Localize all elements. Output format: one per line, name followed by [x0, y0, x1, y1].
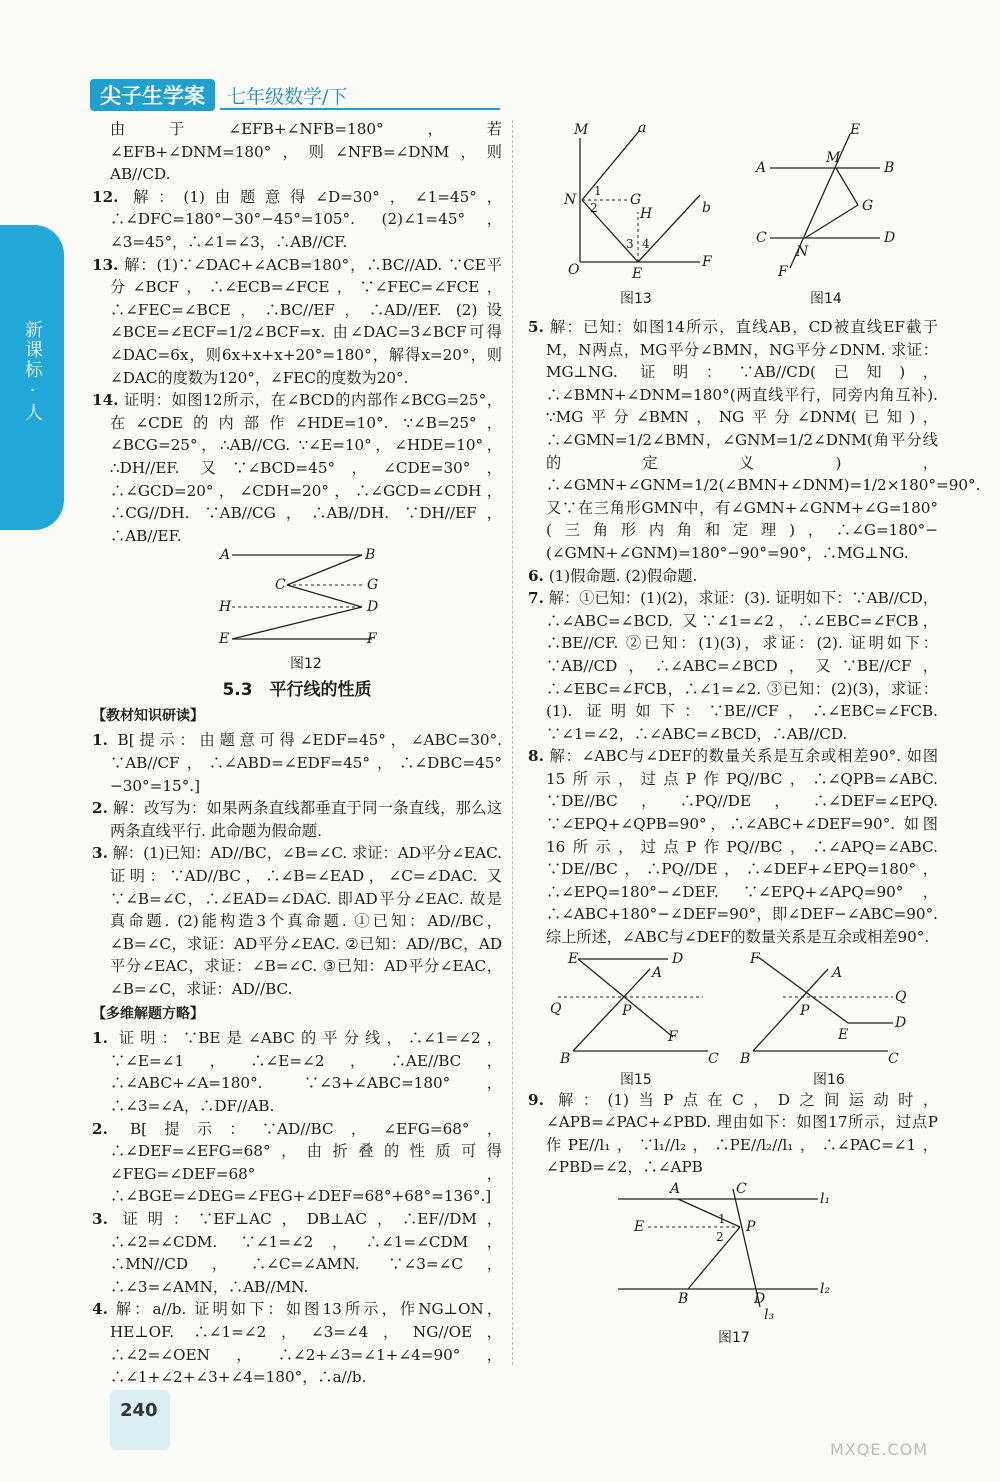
figure-15-caption: 图15 [620, 1071, 652, 1088]
svg-text:A: A [652, 964, 663, 981]
figure-12-caption: 图12 [290, 656, 322, 673]
right-column [528, 316, 981, 1349]
figure-15-16-diagram [528, 949, 938, 1067]
svg-text:a: a [638, 120, 647, 136]
subsection-heading: 【多维解题方略】 [92, 1005, 204, 1022]
answer-a1 [92, 729, 502, 797]
left-column [92, 118, 502, 1389]
answer-8 [528, 745, 938, 948]
svg-text:E: E [838, 1026, 849, 1043]
svg-text:D: D [367, 599, 379, 616]
page-header [90, 80, 347, 110]
figure-17-diagram [528, 1179, 938, 1327]
answer-text: 证明：如图12所示，在∠BCD的内部作∠BCG=25°，在∠CDE的内部作∠HDE=10°. ∵∠B=25°，∠BCG=25°，∴AB//CG. ∵∠E=10°，∠HDE=10°，∴DH//EF. 又∵∠BCD=45°，∠CDE=30°，∴∠GCD=20°，∠CDH=20°，∴∠GCD=∠CDH，∴CG//DH. ∵AB//CG，∴AB//DH. ∵DH//EF，∴AB//EF. [110, 391, 503, 545]
answer-text: 解：(1)已知：AD//BC，∠B=∠C. 求证：AD平分∠EAC. 证明：∵AD//BC，∴∠B=∠EAD，∠C=∠DAC. 又∵∠B=∠C，∴∠EAD=∠DAC. 即AD平分∠EAC. 故是真命题. (2)能构造3个真命题. ①已知：AD//BC，∠B=∠C，求证：AD平分∠EAC. ②已知：AD//BC，AD平分∠EAC，求证：∠B=∠C. ③已知：AD平分∠EAC，∠B=∠C，求证：AD//BC. [110, 844, 503, 998]
svg-text:B: B [740, 1050, 751, 1067]
svg-text:H: H [219, 599, 232, 616]
svg-text:D: D [754, 1291, 766, 1307]
answer-text: 解：①已知：(1)(2)，求证：(3). 证明如下：∵AB//CD，∴∠ABC=∠BCD. 又∵∠1=∠2，∴∠EBC=∠FCB，∴BE//CF. ②已知：(1)(3)，求证：(2). 证明如下：∵AB//CD，∴∠ABC=∠BCD，又∵BE//CF，∴∠EBC=∠FCB，∴∠1=∠2. ③已知：(2)(3)，求证：(1). 证明如下：∵BE//CF，∴∠EBC=∠FCB. ∵∠1=∠2，∴∠ABC=∠BCD，∴AB//CD. [546, 589, 939, 743]
answer-a2 [92, 797, 502, 842]
svg-text:F: F [367, 631, 377, 648]
svg-text:B: B [560, 1050, 571, 1067]
subsection-heading: 【教材知识研读】 [92, 707, 204, 724]
answer-number: 1. [92, 731, 108, 750]
svg-text:G: G [367, 577, 379, 594]
answer-text: 解：(1)当P点在C，D之间运动时，∠APB=∠PAC+∠PBD. 理由如下：如图17所示，过点P作PE//l₁，∵l₁//l₂，∴PE//l₂//l₁，∴∠PAC=∠1，∠PBD=∠2，∴∠APB [546, 1090, 939, 1177]
answer-continuation: 由于∠EFB+∠NFB=180°，若∠EFB+∠DNM=180°，则∠NFB=∠DNM，则AB//CD. [110, 120, 502, 184]
svg-text:3: 3 [626, 237, 634, 251]
svg-text:A: A [756, 160, 767, 176]
svg-text:F: F [702, 254, 712, 270]
book-subject: 七年级数学/下 [227, 85, 348, 108]
answer-text: 证明：∵BE是∠ABC的平分线，∴∠1=∠2，∵∠E=∠1，∴∠E=∠2，∴AE//BC，∴∠ABC+∠A=180°. ∵∠3+∠ABC=180°，∴∠3=∠A，∴DF//AB. [110, 1029, 502, 1115]
svg-text:l₁: l₁ [820, 1191, 831, 1207]
answer-number: 2. [92, 1119, 108, 1138]
svg-text:D: D [895, 1014, 907, 1031]
svg-text:A: A [832, 964, 843, 981]
answer-number: 3. [92, 1209, 108, 1228]
svg-text:C: C [888, 1050, 899, 1067]
figure-13 [560, 120, 720, 305]
figure-14-caption: 图14 [810, 291, 842, 307]
svg-text:C: C [756, 230, 767, 246]
svg-text:E: E [568, 950, 579, 967]
answer-text: 解：∠ABC与∠DEF的数量关系是互余或相差90°. 如图15所示，过点P作PQ//BC，∴∠QPB=∠ABC. ∵DE//BC，∴PQ//DE，∴∠DEF=∠EPQ. ∵∠EPQ+∠QPB=90°，∴∠ABC+∠DEF=90°. 如图16所示，过点P作PQ//BC，∴∠APQ=∠ABC. ∵DE//BC，∴PQ//DE，∴∠DEF+∠EPQ=180°，∴∠EPQ=180°−∠DEF. ∵∠EPQ+∠APQ=90°，∴∠ABC+180°−∠DEF=90°，即∠DEF−∠ABC=90°. 综上所述，∠ABC与∠DEF的数量关系是互余或相差90°. [546, 747, 939, 947]
side-tab [0, 225, 64, 530]
answer-text: 解：改写为：如果两条直线都垂直于同一条直线，那么这两条直线平行. 此命题为假命题. [110, 799, 503, 840]
page-number: 240 [120, 1400, 158, 1421]
svg-text:Q: Q [895, 988, 907, 1005]
svg-text:C: C [708, 1050, 719, 1067]
figure-12 [92, 547, 502, 675]
svg-text:F: F [778, 264, 788, 280]
answer-b1 [92, 1027, 502, 1117]
answer-number: 13. [92, 255, 119, 274]
svg-text:A: A [220, 547, 231, 564]
answer-text: 解：(1)∵∠DAC+∠ACB=180°，∴BC//AD. ∵CE平分∠BCF，∴∠ECB=∠FCE，∵∠FEC=∠FCE，∴∠FEC=∠BCE，∴BC//EF，∴AD//EF. (2)设∠BCE=∠ECF=1/2∠BCF=x. 由∠DAC=3∠BCF可得∠DAC=6x，则6x+x+x+20°=180°，解得x=20°，则∠DAC的度数为120°，∠FEC的度数为20°. [110, 255, 502, 387]
answer-number: 3. [92, 844, 108, 863]
svg-text:P: P [622, 1002, 632, 1019]
svg-text:N: N [564, 192, 577, 208]
answer-text: (1)假命题. (2)假命题. [548, 566, 698, 585]
answer-text: 证明：∵EF⊥AC，DB⊥AC，∴EF//DM，∴∠2=∠CDM. ∵∠1=∠2，∴∠1=∠CDM，∴MN//CD，∴∠C=∠AMN. ∵∠3=∠C，∴∠3=∠AMN，∴AB//MN. [110, 1209, 503, 1296]
svg-text:H: H [640, 206, 653, 222]
answer-number: 9. [528, 1090, 544, 1109]
answer-number: 8. [528, 747, 544, 766]
svg-text:2: 2 [716, 1230, 724, 1244]
figure-17 [528, 1179, 938, 1349]
watermark: MXQE.COM [830, 1440, 929, 1459]
answer-text: B[提示：由题意可得∠EDF=45°，∠ABC=30°. ∵AB//CF，∴∠ABD=∠EDF=45°，∴∠DBC=45°−30°=15°.] [110, 731, 502, 795]
answer-number: 6. [528, 566, 544, 585]
figure-13-diagram [560, 120, 720, 290]
answer-number: 1. [92, 1029, 108, 1048]
header-rule [220, 108, 500, 110]
side-tab-label: 新课标·人 [22, 320, 43, 423]
answer-7 [528, 587, 938, 745]
figure-14 [750, 120, 920, 305]
svg-text:A: A [670, 1181, 681, 1197]
answer-number: 2. [92, 799, 108, 818]
svg-text:D: D [884, 230, 896, 246]
svg-text:P: P [800, 1002, 810, 1019]
svg-text:b: b [702, 200, 711, 216]
svg-text:E: E [219, 631, 230, 648]
svg-text:4: 4 [642, 237, 650, 251]
answer-9 [528, 1089, 938, 1179]
figure-17-caption: 图17 [718, 1330, 750, 1346]
svg-text:M: M [826, 150, 841, 166]
book-brand: 尖子生学案 [90, 79, 215, 111]
answer-13 [92, 254, 502, 390]
svg-text:G: G [630, 192, 642, 208]
answer-b2 [92, 1118, 502, 1208]
answer-text: 解：已知：如图14所示，直线AB，CD被直线EF截于M，N两点，MG平分∠BMN，NG平分∠DNM. 求证：MG⊥NG. 证明：∵AB//CD(已知)，∴∠BMN+∠DNM=180°(两直线平行，同旁内角互补). ∵MG平分∠BMN，NG平分∠DNM(已知)，∴∠GMN=1/2∠BMN，∠GNM=1/2∠DNM(角平分线的定义)，∴∠GMN+∠GNM=1/2(∠BMN+∠DNM)=1/2×180°=90°. 又∵在三角形GMN中，有∠GMN+∠GNM+∠G=180°(三角形内角和定理)，∴∠G=180°−(∠GMN+∠GNM)=180°−90°=90°，∴MG⊥NG. [546, 318, 981, 562]
svg-text:E: E [632, 266, 643, 282]
figure-13-caption: 图13 [620, 291, 652, 307]
column-divider [512, 120, 513, 1365]
answer-b4 [92, 1298, 502, 1388]
svg-text:C: C [275, 577, 286, 594]
answer-number: 4. [92, 1300, 108, 1319]
svg-text:B: B [678, 1291, 689, 1307]
figures-15-16 [528, 949, 938, 1089]
svg-text:1: 1 [718, 1212, 726, 1226]
figure-14-diagram [750, 120, 920, 290]
svg-text:N: N [796, 244, 809, 260]
answer-14 [92, 389, 502, 547]
answer-6 [528, 565, 938, 588]
answer-text: 解：(1)由题意得∠D=30°，∠1=45°，∴∠DFC=180°−30°−45°=105°. (2)∠1=45°，∠3=45°，∴∠1=∠3，∴AB//CF. [110, 187, 502, 251]
svg-text:M: M [574, 122, 589, 138]
section-title: 5.3 平行线的性质 [222, 680, 372, 701]
svg-text:l₃: l₃ [764, 1307, 775, 1323]
svg-text:P: P [746, 1219, 756, 1235]
svg-text:B: B [365, 547, 376, 564]
answer-number: 12. [92, 187, 119, 206]
answer-a3 [92, 842, 502, 1000]
svg-text:G: G [862, 198, 874, 214]
answer-number: 14. [92, 391, 119, 410]
figure-16-caption: 图16 [813, 1071, 845, 1088]
answer-number: 5. [528, 318, 544, 336]
svg-text:Q: Q [550, 1000, 562, 1017]
svg-text:O: O [568, 262, 580, 278]
svg-text:2: 2 [590, 201, 598, 215]
svg-text:B: B [884, 160, 895, 176]
svg-text:E: E [850, 122, 861, 138]
svg-text:F: F [750, 950, 760, 967]
svg-text:D: D [672, 950, 684, 967]
answer-text: B[提示：∵AD//BC，∠EFG=68°，∴∠DEF=∠EFG=68°，由折叠的性质可得∠FEG=∠DEF=68°，∴∠BGE=∠DEG=∠FEG+∠DEF=68°+68°=136°.] [110, 1119, 503, 1206]
answer-5 [528, 316, 981, 565]
svg-text:1: 1 [594, 184, 602, 198]
answer-b3 [92, 1208, 502, 1298]
svg-text:l₂: l₂ [820, 1281, 831, 1297]
svg-text:E: E [634, 1219, 645, 1235]
answer-12 [92, 186, 502, 254]
answer-text: 解：a//b. 证明如下：如图13所示，作NG⊥ON，HE⊥OF. ∴∠1=∠2，∠3=∠4，NG//OE，∴∠2=∠OEN，∴∠2+∠3=∠1+∠4=90°，∴∠1+∠2+∠3+∠4=180°，∴a//b. [110, 1300, 503, 1387]
svg-text:F: F [668, 1028, 678, 1045]
svg-text:C: C [736, 1181, 747, 1197]
answer-number: 7. [528, 589, 544, 608]
